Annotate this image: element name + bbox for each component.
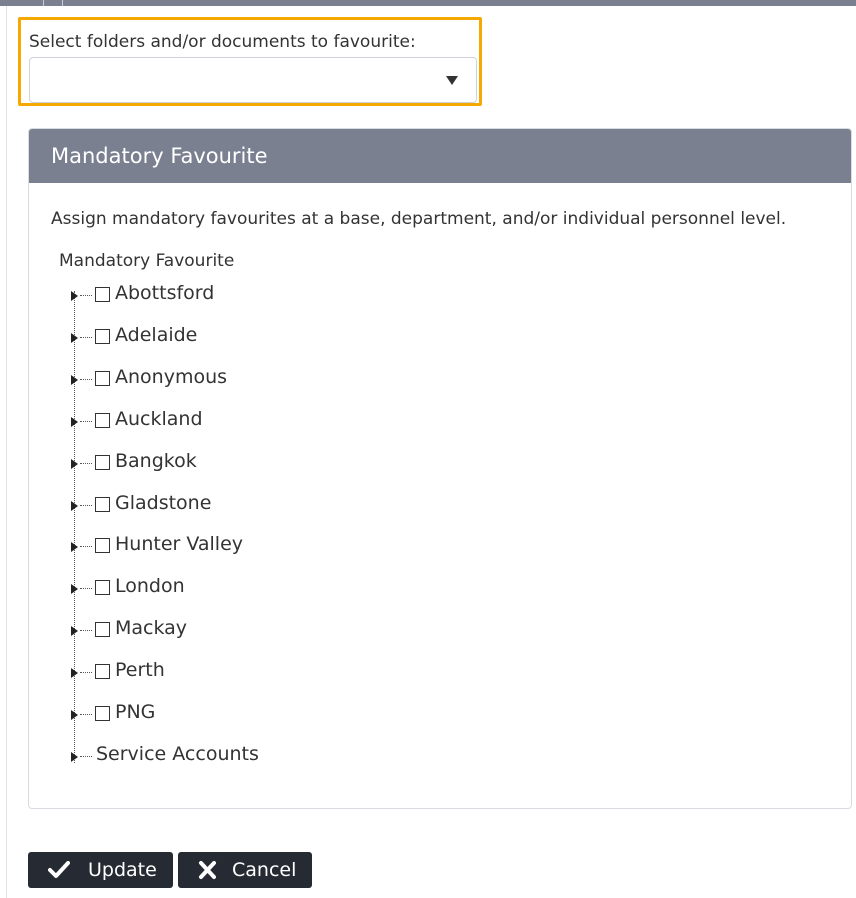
tree-node <box>29 698 729 728</box>
tree-node <box>29 321 729 351</box>
tree-node-checkbox[interactable] <box>95 413 110 428</box>
expand-arrow-icon[interactable] <box>71 291 78 301</box>
top-bar <box>0 0 856 6</box>
tree-connector <box>80 630 92 631</box>
check-icon <box>48 860 70 880</box>
tree-node-checkbox[interactable] <box>95 371 110 386</box>
tree-node-label[interactable]: Adelaide <box>115 324 198 346</box>
tree-node <box>29 530 729 560</box>
x-icon <box>197 860 219 880</box>
expand-arrow-icon[interactable] <box>71 584 78 594</box>
tree-node <box>29 614 729 644</box>
top-bar-divider <box>43 0 44 6</box>
favourite-selector-dropdown[interactable] <box>29 57 477 103</box>
tree-node-checkbox[interactable] <box>95 538 110 553</box>
tree-node <box>29 740 729 770</box>
favourite-selector-label: Select folders and/or documents to favourite: <box>29 32 416 52</box>
expand-arrow-icon[interactable] <box>71 459 78 469</box>
tree-node <box>29 656 729 686</box>
tree-root-label: Mandatory Favourite <box>59 251 235 271</box>
tree-node <box>29 572 729 602</box>
expand-arrow-icon[interactable] <box>71 752 78 762</box>
tree-node <box>29 279 729 309</box>
tree-connector <box>80 756 92 757</box>
tree-node-checkbox[interactable] <box>95 622 110 637</box>
mandatory-favourite-panel <box>28 128 852 809</box>
expand-arrow-icon[interactable] <box>71 333 78 343</box>
tree-node <box>29 405 729 435</box>
tree-node-label[interactable]: PNG <box>115 701 156 723</box>
tree-node-label[interactable]: Hunter Valley <box>115 533 244 555</box>
update-button-label: Update <box>88 859 157 881</box>
tree-connector <box>80 672 92 673</box>
cancel-button-label: Cancel <box>232 859 297 881</box>
panel-description: Assign mandatory favourites at a base, department, and/or individual personnel level. <box>51 209 787 229</box>
tree-node <box>29 363 729 393</box>
tree-node-checkbox[interactable] <box>95 287 110 302</box>
favourite-selector-highlight <box>18 17 482 106</box>
expand-arrow-icon[interactable] <box>71 626 78 636</box>
tree-guide-line <box>74 291 75 763</box>
tree-node-label[interactable]: Perth <box>115 659 165 681</box>
tree-node-checkbox[interactable] <box>95 455 110 470</box>
cancel-button[interactable] <box>178 852 312 888</box>
expand-arrow-icon[interactable] <box>71 668 78 678</box>
tree-node-label[interactable]: Abottsford <box>115 282 215 304</box>
tree-connector <box>80 463 92 464</box>
left-rule <box>6 6 7 898</box>
tree-connector <box>80 546 92 547</box>
expand-arrow-icon[interactable] <box>71 501 78 511</box>
tree-connector <box>80 295 92 296</box>
tree-node <box>29 489 729 519</box>
tree-node-label[interactable]: Bangkok <box>115 450 197 472</box>
update-button[interactable] <box>28 852 173 888</box>
tree-node-checkbox[interactable] <box>95 580 110 595</box>
tree-connector <box>80 337 92 338</box>
expand-arrow-icon[interactable] <box>71 417 78 427</box>
tree-node <box>29 447 729 477</box>
tree-connector <box>80 421 92 422</box>
tree-node-checkbox[interactable] <box>95 664 110 679</box>
tree-node-label[interactable]: Service Accounts <box>96 743 259 765</box>
top-bar-divider <box>62 0 63 6</box>
tree-connector <box>80 588 92 589</box>
tree-node-checkbox[interactable] <box>95 329 110 344</box>
tree-node-label[interactable]: London <box>115 575 185 597</box>
tree-node-label[interactable]: Auckland <box>115 408 203 430</box>
expand-arrow-icon[interactable] <box>71 542 78 552</box>
expand-arrow-icon[interactable] <box>71 375 78 385</box>
tree-node-checkbox[interactable] <box>95 497 110 512</box>
tree-connector <box>80 714 92 715</box>
tree-node-label[interactable]: Anonymous <box>115 366 228 388</box>
tree-node-checkbox[interactable] <box>95 706 110 721</box>
caret-down-icon[interactable] <box>446 76 458 85</box>
tree-connector <box>80 379 92 380</box>
tree-connector <box>80 505 92 506</box>
tree-node-label[interactable]: Gladstone <box>115 492 212 514</box>
tree-node-label[interactable]: Mackay <box>115 617 188 639</box>
expand-arrow-icon[interactable] <box>71 710 78 720</box>
panel-title: Mandatory Favourite <box>29 129 851 183</box>
